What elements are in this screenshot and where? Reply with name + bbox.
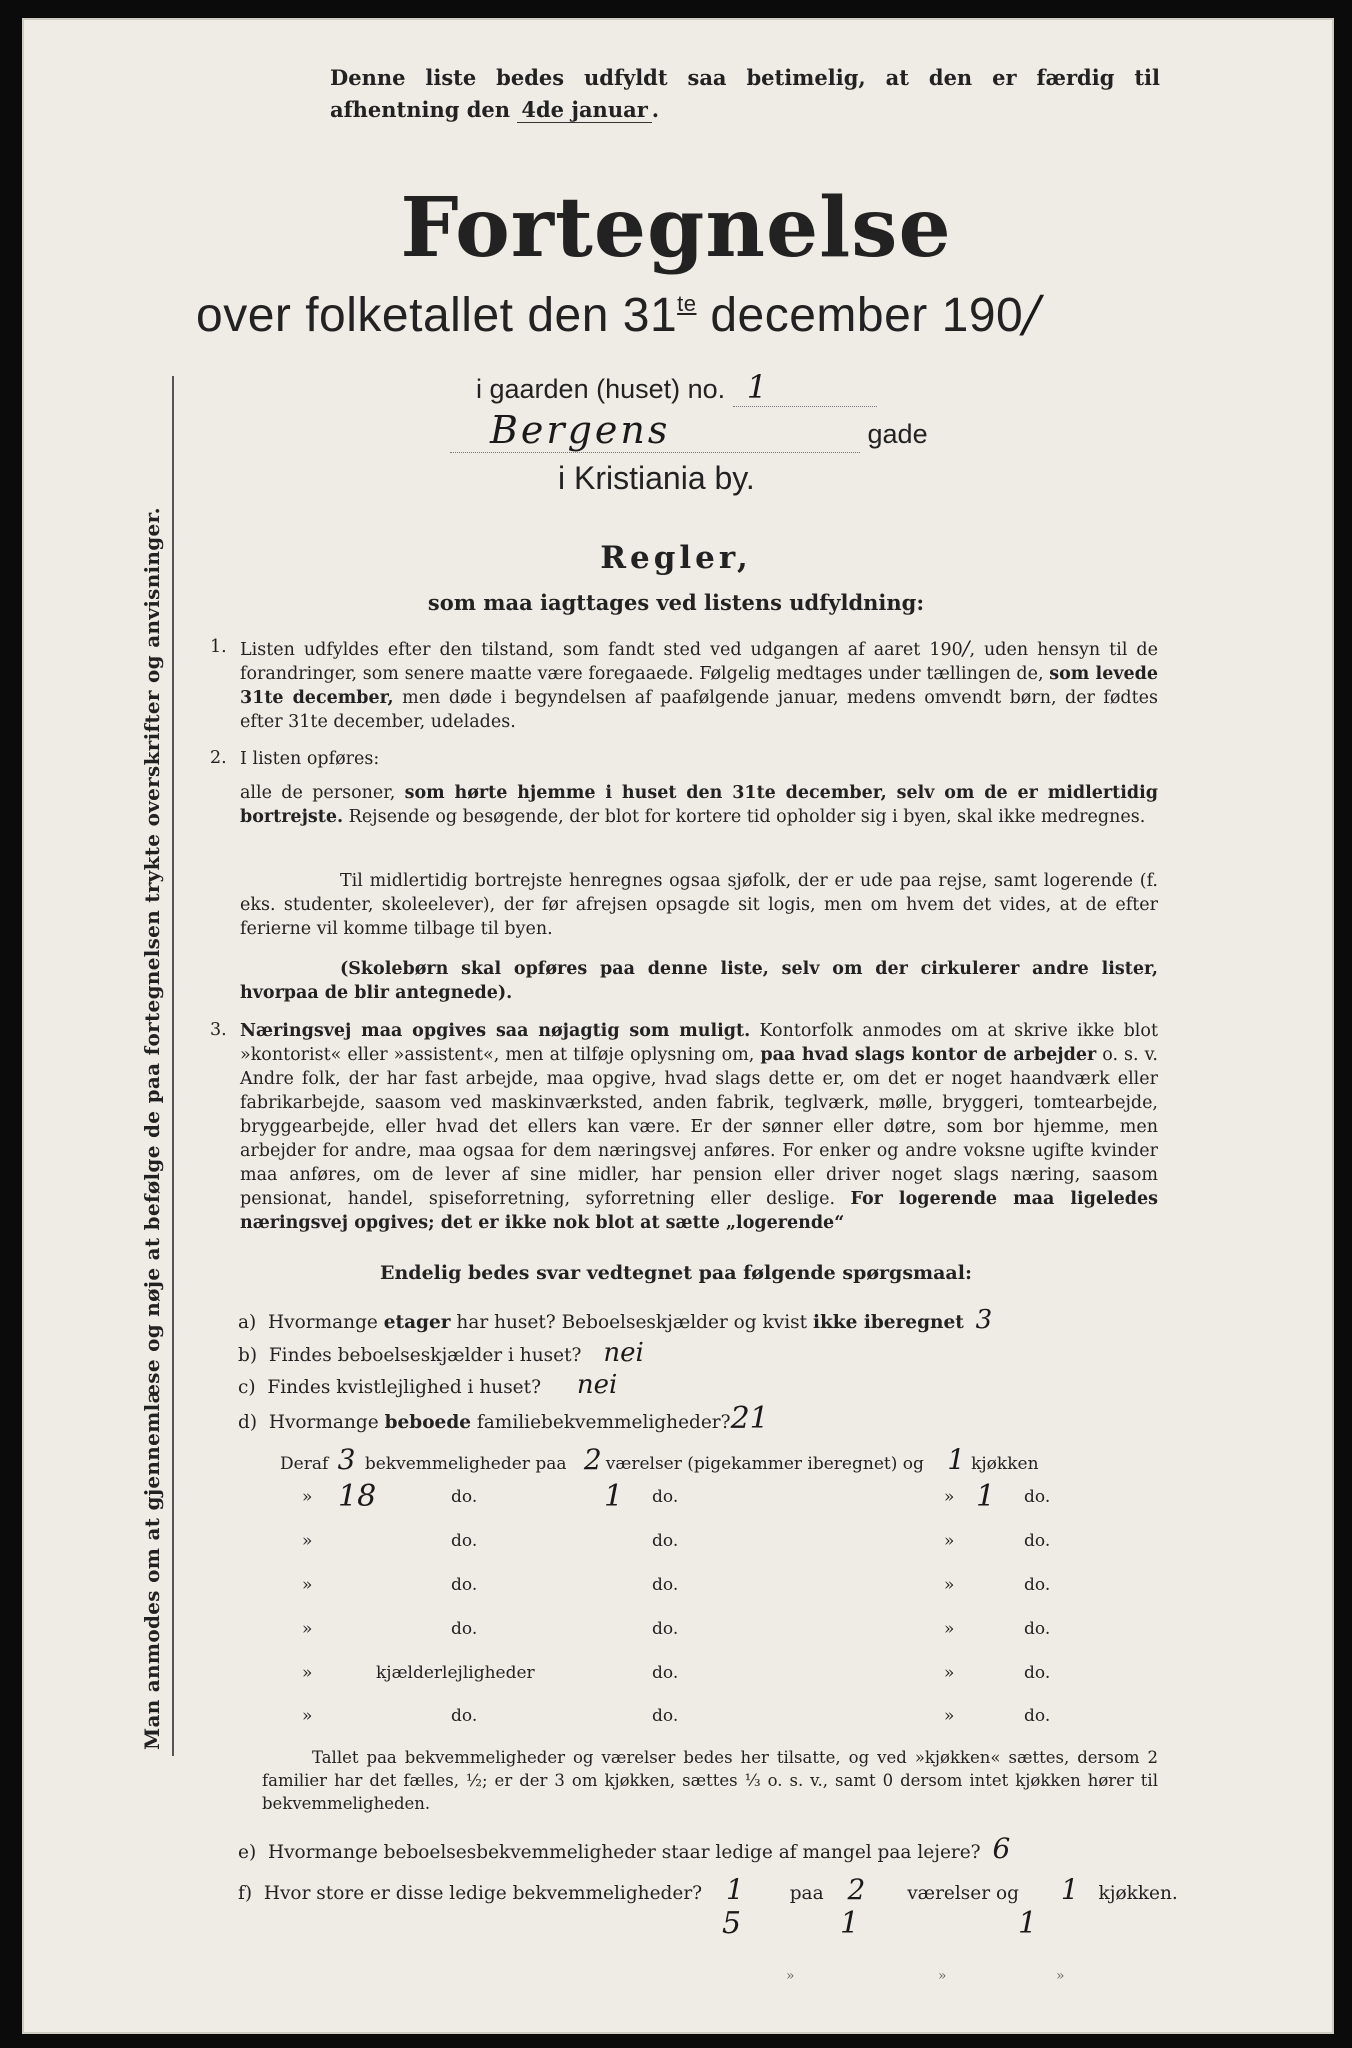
row-ditto-mark: » bbox=[302, 1531, 313, 1551]
subtitle-pre: over folketallet den 31 bbox=[196, 289, 678, 342]
rules-subtitle: som maa iagttages ved listens udfyldning: bbox=[427, 590, 925, 615]
intro-end: . bbox=[651, 97, 660, 122]
deraf-row bbox=[280, 1443, 1039, 1476]
form-title: Fortegnelse bbox=[400, 180, 952, 276]
qf2-rooms-handwritten: 1 bbox=[840, 1906, 860, 1941]
qd-t2: familiebekvemmeligheder? bbox=[476, 1412, 731, 1433]
qe-text: Hvormange beboelsesbekvemmeligheder staar ledige af mangel paa lejere? bbox=[267, 1842, 981, 1863]
rule3-bold3: For logerende maa ligeledes næringsvej opgives; det er ikke nok blot at sætte „logerende“ bbox=[240, 1189, 1158, 1233]
deraf-t2: værelser (pigekammer iberegnet) og bbox=[605, 1454, 924, 1474]
year-handwritten: / bbox=[1023, 285, 1041, 343]
row-rooms-ditto: do. bbox=[652, 1531, 679, 1551]
rule3-a: Kontorfolk anmodes om at skrive ikke blot »kontorist« eller »assistent«, men at tilføje oplysning om, bbox=[240, 1021, 1158, 1065]
pickup-date: 4de januar bbox=[517, 97, 651, 123]
house-label: i gaarden (huset) no. bbox=[476, 374, 726, 404]
qf-letter: f) bbox=[238, 1883, 253, 1904]
rule3-number: 3. bbox=[210, 1020, 227, 1040]
qa-b1: etager bbox=[383, 1312, 451, 1333]
row-rooms-ditto: do. bbox=[652, 1663, 679, 1683]
row-rooms-ditto: do. bbox=[652, 1706, 679, 1726]
qa-t2: har huset? Beboelseskjælder og kvist bbox=[456, 1312, 808, 1333]
margin-rule bbox=[172, 376, 174, 1756]
question-d bbox=[238, 1401, 769, 1436]
qb-answer-handwritten: nei bbox=[603, 1338, 644, 1368]
row-ditto-mark-2: » bbox=[944, 1575, 955, 1595]
qb-text: Findes beboelseskjælder i huset? bbox=[268, 1345, 582, 1366]
row-label: do. bbox=[451, 1487, 478, 1507]
qf-kitchen-handwritten: 1 bbox=[1060, 1873, 1079, 1906]
question-b bbox=[238, 1338, 644, 1368]
rule2-b: Rejsende og besøgende, der blot for kortere tid opholder sig i byen, skal ikke medregnes. bbox=[348, 807, 1146, 827]
qf2-count-handwritten: 5 bbox=[722, 1906, 742, 1941]
row-ditto-mark: » bbox=[302, 1619, 313, 1639]
house-line bbox=[476, 368, 877, 407]
rule2-para3: (Skolebørn skal opføres paa denne liste, selv om der cirkulerer andre lister, hvorpaa de blir antegnede). bbox=[240, 959, 1158, 1003]
qc-text: Findes kvistlejlighed i huset? bbox=[267, 1377, 541, 1398]
row-ditto-mark: » bbox=[302, 1663, 313, 1683]
row-ditto-mark-2: » bbox=[944, 1619, 955, 1639]
question-f bbox=[238, 1873, 1178, 1906]
rule3-b: o. s. v. Andre folk, der har fast arbejde, maa opgive, hvad slags dette er, om det er noget haandværk eller fabrikarbejde, saasom ved maskinværksted, anden fabrik, teglværk, mølle, bryggeri, tomtearbejde, bryggearbejde, eller hvad det ellers kan være. Er der sønner eller døtre, som bor hjemme, men arbejder for andre, maa ogsaa for dem næringsvej anføres. For enker og andre voksne ugifte kvinder maa anføres, om de lever af sine midler, har pension eller driver noget slags næring, saasom pensionat, handel, spiseforretning, syforretning eller deslige. bbox=[240, 1045, 1158, 1209]
qf-t4: kjøkken. bbox=[1098, 1883, 1178, 1904]
row-label: do. bbox=[451, 1575, 478, 1595]
question-a bbox=[238, 1305, 992, 1335]
rule2-head: I listen opføres: bbox=[240, 749, 380, 769]
questions-title: Endelig bedes svar vedtegnet paa følgende spørgsmaal: bbox=[380, 1262, 972, 1284]
deraf-kitchen-handwritten: 1 bbox=[947, 1443, 966, 1476]
qe-answer-handwritten: 6 bbox=[992, 1832, 1011, 1865]
qf2-kitchen-handwritten: 1 bbox=[1018, 1906, 1038, 1941]
row-kitchen-ditto: do. bbox=[1024, 1706, 1051, 1726]
qd-answer-handwritten: 21 bbox=[730, 1401, 769, 1436]
row-kitchen-ditto: do. bbox=[1024, 1663, 1051, 1683]
row-kitchen-ditto: do. bbox=[1024, 1575, 1051, 1595]
city-line: i Kristiania by. bbox=[558, 460, 755, 496]
rule2-number: 2. bbox=[210, 748, 227, 768]
qa-t1: Hvormange bbox=[268, 1312, 378, 1333]
rule1-c: men døde i begyndelsen af paafølgende januar, medens omvendt børn, der fødtes efter 31te december, udelades. bbox=[240, 688, 1158, 732]
qe-letter: e) bbox=[238, 1842, 257, 1863]
form-subtitle bbox=[196, 285, 1041, 343]
intro-notice bbox=[330, 62, 1160, 126]
row-kitchen-ditto: do. bbox=[1024, 1531, 1051, 1551]
row-ditto-mark-2: » bbox=[944, 1487, 955, 1507]
row-rooms-ditto: do. bbox=[652, 1575, 679, 1595]
rules-title: Regler, bbox=[600, 540, 752, 576]
deraf-rooms-handwritten: 2 bbox=[583, 1443, 602, 1476]
qd-b1: beboede bbox=[384, 1412, 472, 1433]
row-kitchen-ditto: do. bbox=[1024, 1619, 1051, 1639]
row-kitchen-ditto: do. bbox=[1024, 1487, 1051, 1507]
row-ditto-mark: » bbox=[302, 1575, 313, 1595]
row-ditto-mark: » bbox=[302, 1487, 313, 1507]
rule1-number: 1. bbox=[210, 637, 227, 657]
rule2-para2: Til midlertidig bortrejste henregnes ogsaa sjøfolk, der er ude paa rejse, samt logerende (f. eks. studenter, skoleelever), der før afrejsen opsagde sit logis, men om hvem det vides, at de efter ferierne vil komme tilbage til byen. bbox=[240, 871, 1158, 939]
qc-answer-handwritten: nei bbox=[576, 1370, 618, 1400]
qa-letter: a) bbox=[238, 1312, 257, 1333]
rule1-text bbox=[240, 636, 1158, 734]
rule3-bold1: Næringsvej maa opgives saa nøjagtig som muligt. bbox=[240, 1021, 751, 1041]
deraf-label: Deraf bbox=[280, 1454, 329, 1474]
row-ditto-mark: » bbox=[302, 1706, 313, 1726]
qf3-quote-1: » bbox=[786, 1968, 795, 1984]
qa-answer-handwritten: 3 bbox=[975, 1305, 993, 1335]
rule2-a: alle de personer, bbox=[240, 783, 396, 803]
deraf-t3: kjøkken bbox=[971, 1454, 1039, 1474]
row-ditto-mark-2: » bbox=[944, 1663, 955, 1683]
qd-letter: d) bbox=[238, 1412, 258, 1433]
row-label: do. bbox=[451, 1706, 478, 1726]
rule3-bold2: paa hvad slags kontor de arbejder bbox=[760, 1045, 1097, 1065]
row-rooms-ditto: do. bbox=[652, 1619, 679, 1639]
rule1-b: , uden hensyn til de forandringer, som senere maatte være foregaaede. Følgelig medtages under tællingen de, bbox=[240, 640, 1158, 684]
qf-count-handwritten: 1 bbox=[726, 1873, 744, 1906]
qf3-quote-3: » bbox=[1056, 1968, 1065, 1984]
deraf-count-handwritten: 3 bbox=[337, 1443, 356, 1476]
street-line bbox=[450, 408, 928, 453]
rule1-bold: som levede 31te december, bbox=[240, 664, 1158, 708]
subtitle-post: december 190 bbox=[696, 289, 1024, 342]
rule2-text bbox=[240, 781, 1158, 829]
row-count-handwritten: 18 bbox=[338, 1479, 377, 1514]
rule1-year-handwritten: / bbox=[962, 636, 970, 660]
qf-t3: værelser og bbox=[907, 1883, 1019, 1904]
row-label: do. bbox=[451, 1531, 478, 1551]
rule2-bold: som hørte hjemme i huset den 31te december, selv om de er midlertidig bortrejste. bbox=[240, 783, 1158, 827]
question-c bbox=[238, 1370, 617, 1400]
street-suffix: gade bbox=[867, 419, 928, 449]
qf-t2: paa bbox=[789, 1883, 824, 1904]
qf3-quote-2: » bbox=[938, 1968, 947, 1984]
note-text: Tallet paa bekvemmeligheder og værelser bedes her tilsatte, og ved »kjøkken« sættes, dersom 2 familier har det fælles, ½; er der 3 om kjøkken, sættes ⅓ o. s. v., samt 0 dersom intet kjøkken hører til bekvemmeligheden. bbox=[262, 1748, 1158, 1813]
row-label: do. bbox=[451, 1619, 478, 1639]
qa-b2: ikke iberegnet bbox=[812, 1312, 964, 1333]
qf-rooms-handwritten: 2 bbox=[847, 1873, 866, 1906]
deraf-t1: bekvemmeligheder paa bbox=[364, 1454, 567, 1474]
qb-letter: b) bbox=[238, 1345, 258, 1366]
row-kitchen-handwritten: 1 bbox=[976, 1479, 996, 1514]
question-e bbox=[238, 1832, 1010, 1865]
row-ditto-mark-2: » bbox=[944, 1706, 955, 1726]
qc-letter: c) bbox=[238, 1377, 256, 1398]
row-rooms-ditto: do. bbox=[652, 1487, 679, 1507]
qd-t1: Hvormange bbox=[268, 1412, 379, 1433]
intro-text: Denne liste bedes udfyldt saa betimelig, at den er færdig til afhentning den bbox=[330, 65, 1160, 122]
street-handwritten: Bergens bbox=[450, 408, 860, 453]
margin-instruction: Man anmodes om at gjennemlæse og nøje at befølge de paa fortegnelsen trykte overskrifter og anvisninger. bbox=[140, 507, 164, 1750]
row-label: kjælderlejligheder bbox=[376, 1663, 535, 1683]
qf-t1: Hvor store er disse ledige bekvemmeligheder? bbox=[263, 1883, 703, 1904]
row-ditto-mark-2: » bbox=[944, 1531, 955, 1551]
house-number-handwritten: 1 bbox=[733, 368, 877, 407]
row-rooms-handwritten: 1 bbox=[604, 1479, 624, 1514]
subtitle-sup: te bbox=[677, 291, 697, 316]
rule1-a: Listen udfyldes efter den tilstand, som fandt sted ved udgangen af aaret 190 bbox=[240, 640, 963, 660]
rule3-text bbox=[240, 1019, 1158, 1235]
